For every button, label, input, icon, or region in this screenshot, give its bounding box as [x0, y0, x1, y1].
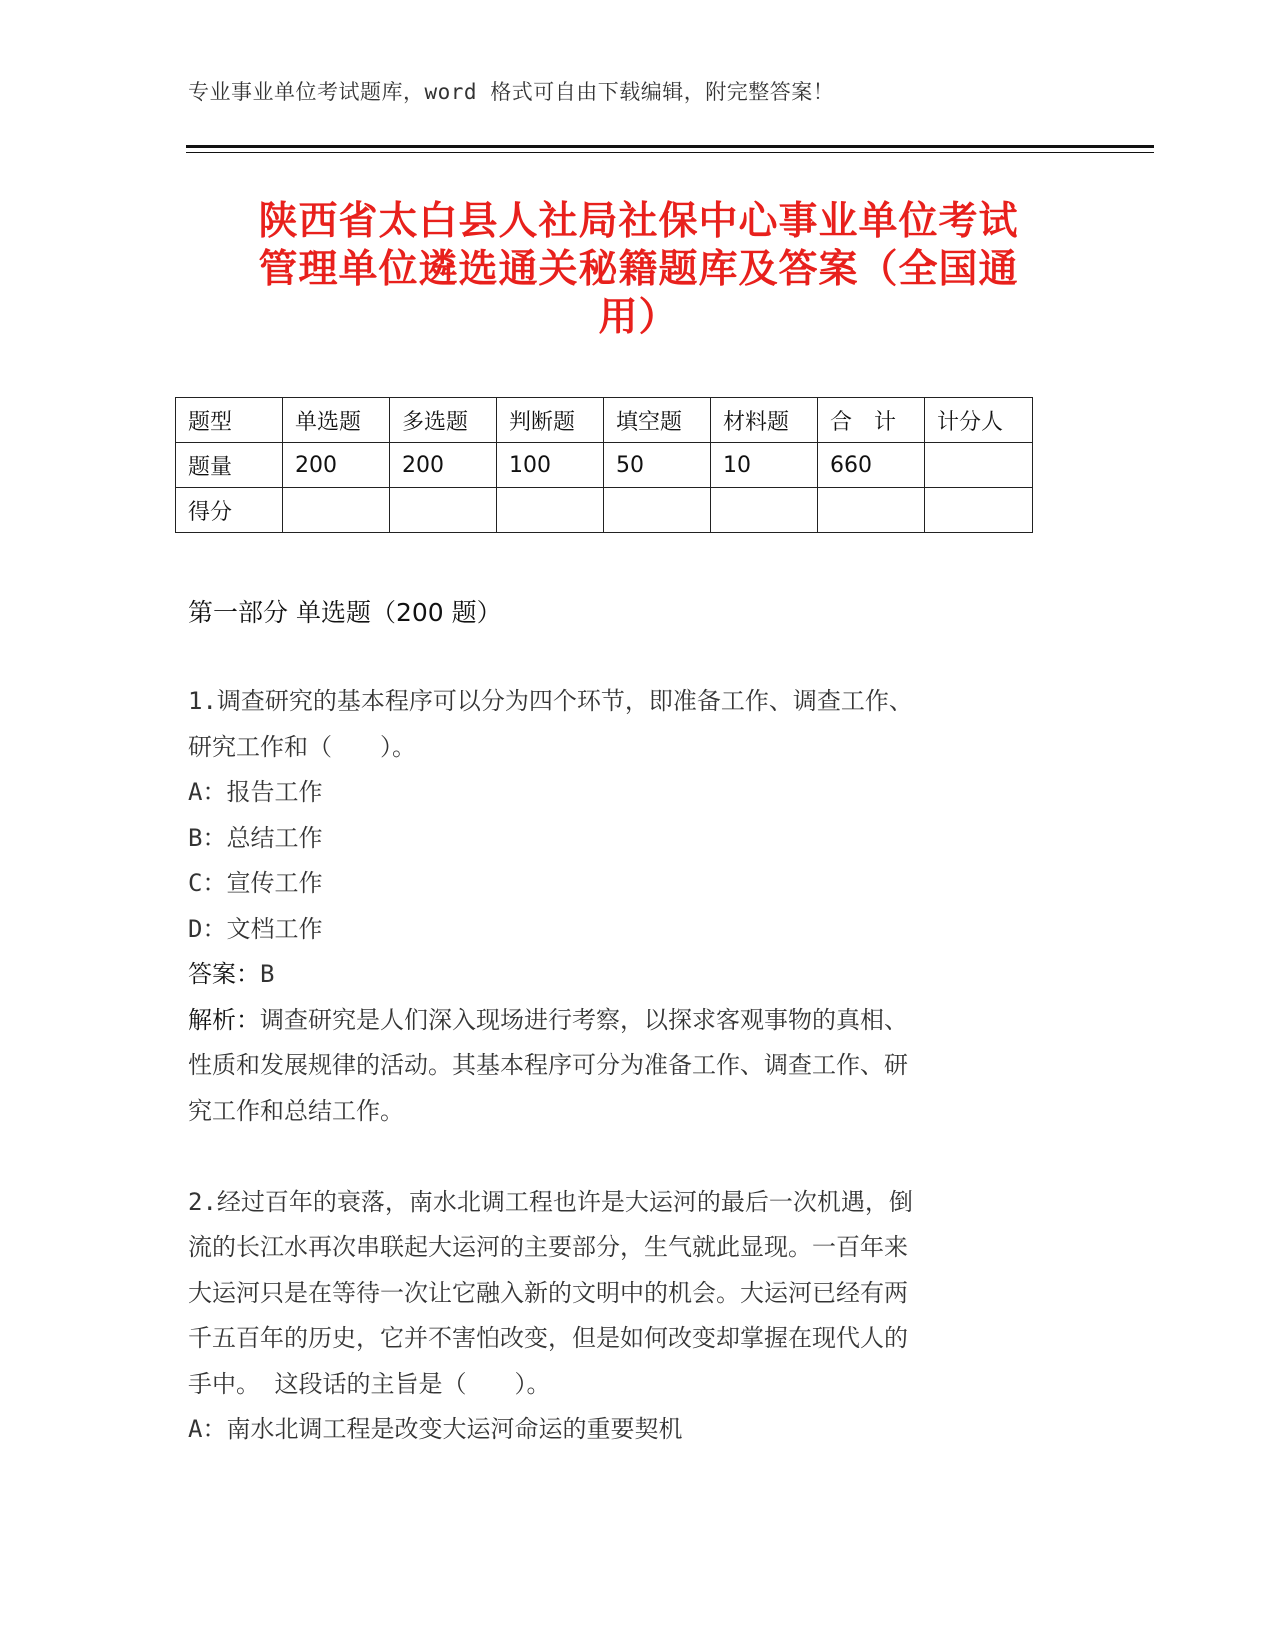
- answer-line: [188, 952, 1068, 998]
- table-cell: 多选题: [390, 398, 497, 443]
- table-cell: 200: [390, 443, 497, 488]
- table-cell: [818, 488, 925, 533]
- question-stem: 手中。 这段话的主旨是（ ）。: [188, 1369, 551, 1398]
- section-heading: 第一部分 单选题（200 题）: [188, 598, 502, 627]
- table-cell: 合 计: [818, 398, 925, 443]
- table-cell: 660: [818, 443, 925, 488]
- analysis-line: [188, 998, 1068, 1044]
- table-cell: 计分人: [925, 398, 1033, 443]
- analysis-text: 调查研究是人们深入现场进行考察，以探求客观事物的真相、: [260, 1005, 908, 1034]
- table-row-count: [176, 443, 1033, 488]
- question-1: [188, 679, 1068, 1134]
- question-list: [188, 679, 1068, 1453]
- option-a: A：报告工作: [188, 778, 323, 806]
- option-d: D：文档工作: [188, 914, 323, 943]
- table-cell: [925, 443, 1033, 488]
- table-cell: [497, 488, 604, 533]
- question-stem: 流的长江水再次串联起大运河的主要部分，生气就此显现。一百年来: [188, 1233, 908, 1261]
- table-cell: 题型: [176, 398, 283, 443]
- analysis-label: 解析：: [188, 1005, 260, 1034]
- question-stem: 千五百年的历史，它并不害怕改变，但是如何改变却掌握在现代人的: [188, 1324, 908, 1352]
- question-spacer: [188, 1134, 1068, 1180]
- answer-value: B: [260, 960, 275, 988]
- table-row-header: [176, 398, 1033, 443]
- table-cell: 100: [497, 443, 604, 488]
- header-rule-thin: [186, 152, 1154, 153]
- question-2: [188, 1180, 1068, 1453]
- table-cell: 材料题: [711, 398, 818, 443]
- question-stem: 1.调查研究的基本程序可以分为四个环节，即准备工作、调查工作、: [188, 687, 913, 715]
- question-stem: 研究工作和（ ）。: [188, 732, 416, 761]
- table-cell: 200: [283, 443, 390, 488]
- option-a: A：南水北调工程是改变大运河命运的重要契机: [188, 1415, 683, 1443]
- score-table: [175, 397, 1033, 533]
- title-line: 陕西省太白县人社局社保中心事业单位考试: [258, 199, 1019, 244]
- table-cell: 10: [711, 443, 818, 488]
- title-line: 用）: [598, 295, 679, 340]
- table-cell: 单选题: [283, 398, 390, 443]
- header-rule-thick: [186, 145, 1154, 148]
- table-cell: 50: [604, 443, 711, 488]
- document-title: [186, 198, 1091, 342]
- table-cell: [283, 488, 390, 533]
- table-cell: [604, 488, 711, 533]
- table-cell: 判断题: [497, 398, 604, 443]
- table-cell: 题量: [176, 443, 283, 488]
- table-row-score: [176, 488, 1033, 533]
- table-cell: [925, 488, 1033, 533]
- header-note: 专业事业单位考试题库，word 格式可自由下载编辑，附完整答案！: [188, 80, 835, 104]
- answer-label: 答案：: [188, 960, 260, 988]
- table-cell: 得分: [176, 488, 283, 533]
- table-cell: [390, 488, 497, 533]
- table-cell: [711, 488, 818, 533]
- analysis-text: 究工作和总结工作。: [188, 1096, 404, 1125]
- question-stem: 2.经过百年的衰落，南水北调工程也许是大运河的最后一次机遇，倒: [188, 1187, 913, 1216]
- option-c: C：宣传工作: [188, 869, 323, 897]
- question-stem: 大运河只是在等待一次让它融入新的文明中的机会。大运河已经有两: [188, 1278, 908, 1307]
- option-b: B：总结工作: [188, 823, 323, 852]
- analysis-text: 性质和发展规律的活动。其基本程序可分为准备工作、调查工作、研: [188, 1051, 908, 1079]
- table-cell: 填空题: [604, 398, 711, 443]
- title-line: 管理单位遴选通关秘籍题库及答案（全国通: [258, 247, 1019, 292]
